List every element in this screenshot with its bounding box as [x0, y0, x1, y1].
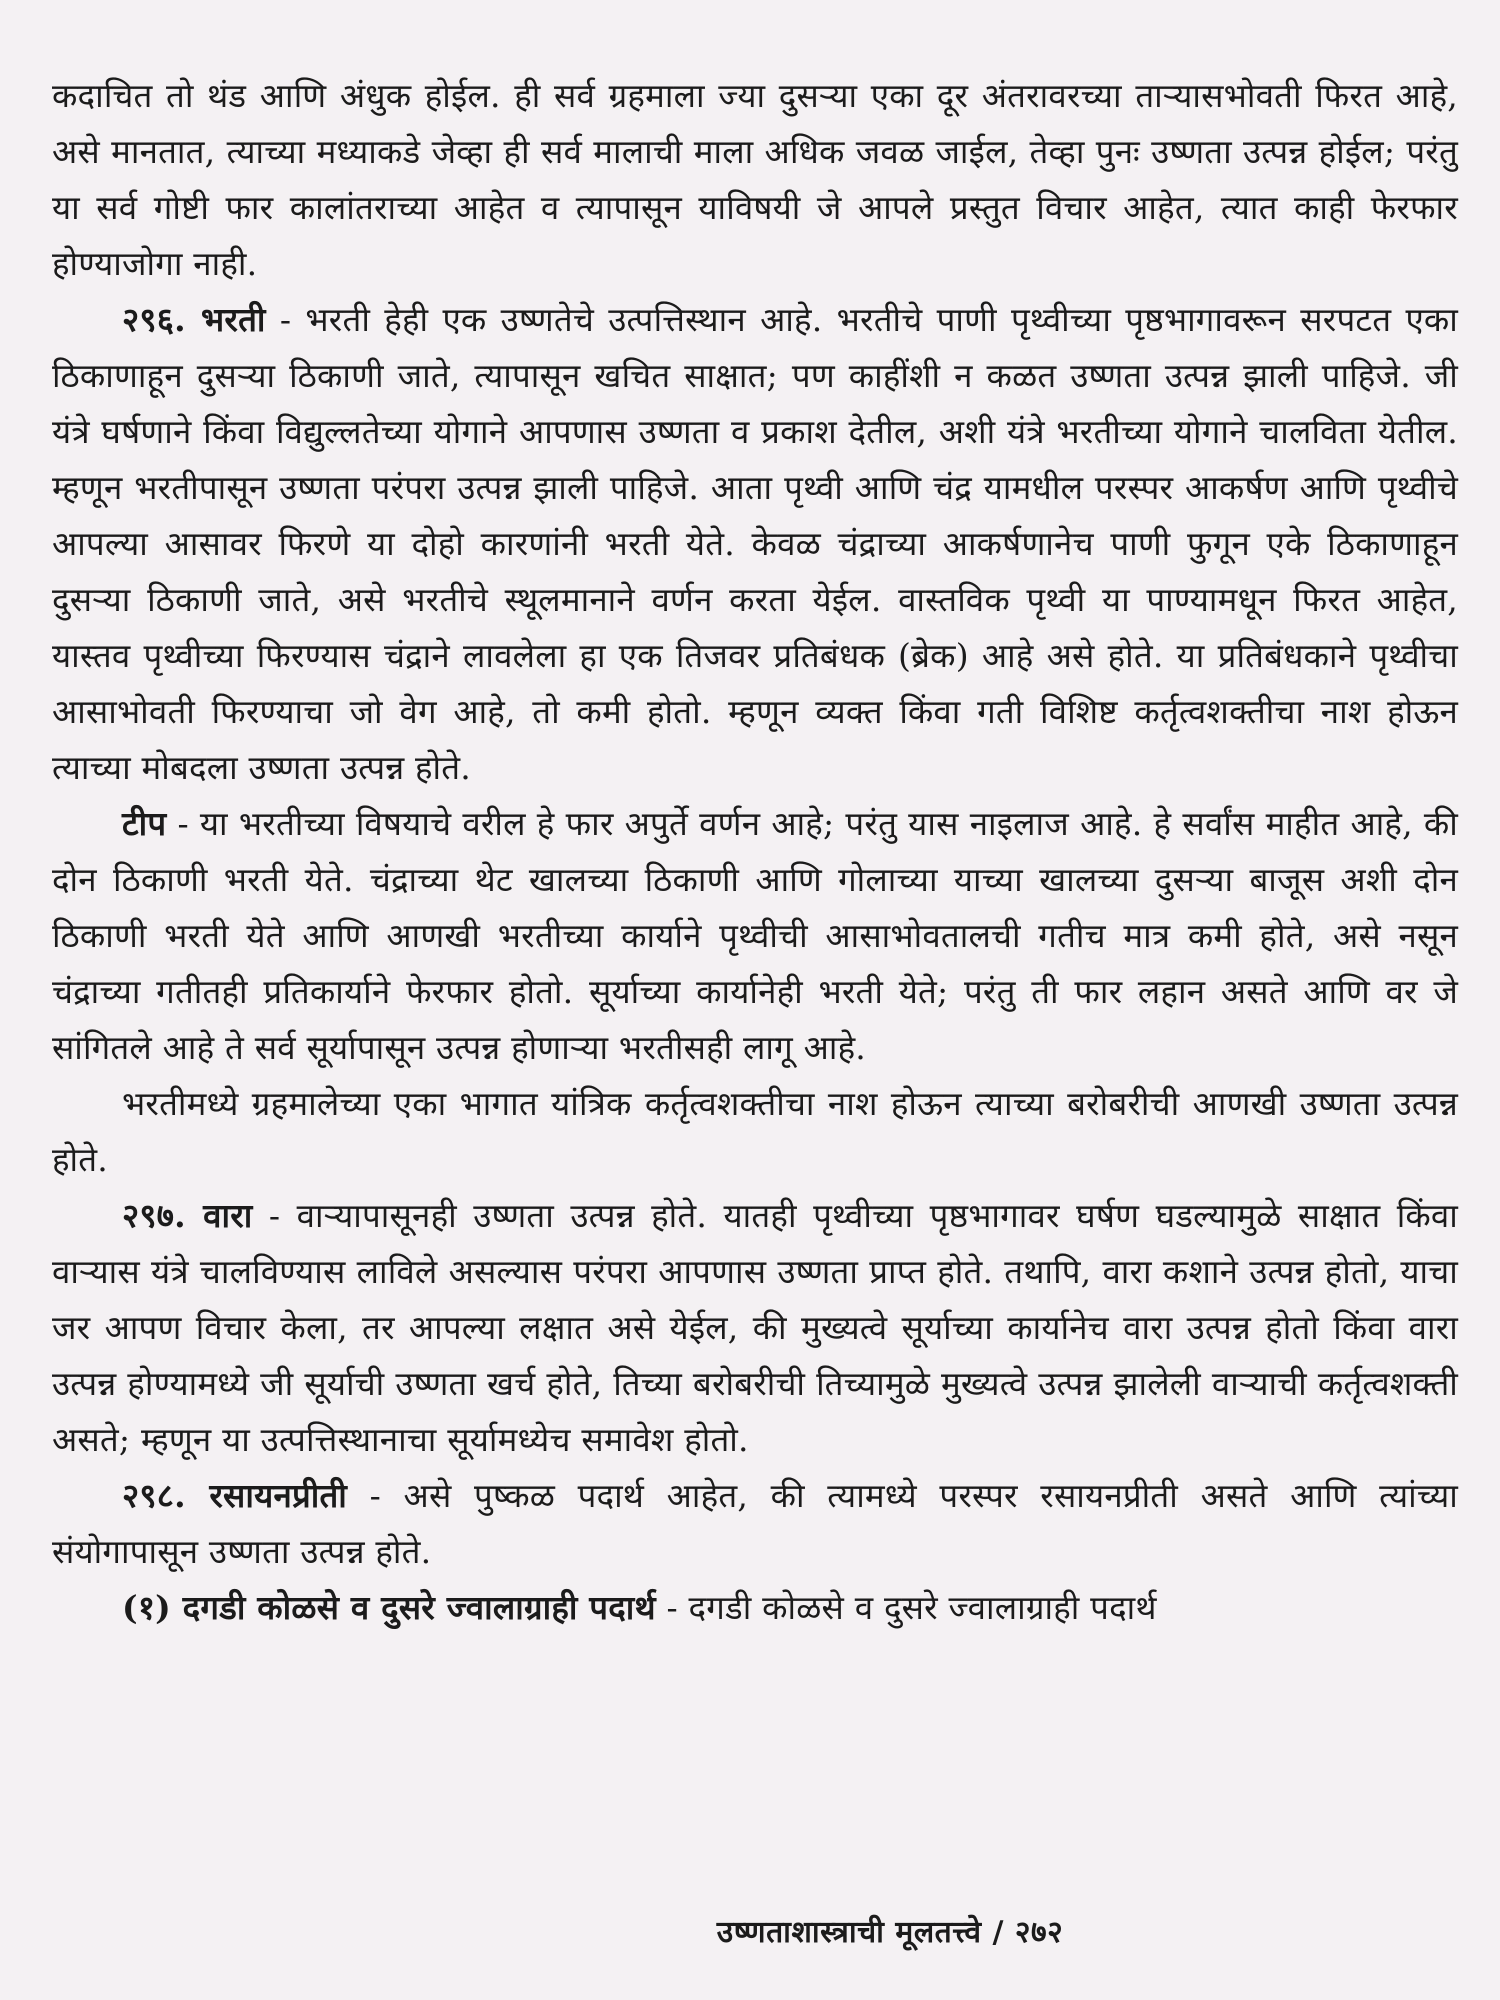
footer-page-number: २७२ [1014, 1915, 1064, 1950]
subsection-1-paragraph [52, 1580, 1458, 1636]
section-298-paragraph [52, 1468, 1458, 1580]
footer-book-title: उष्णताशास्त्राची मूलतत्त्वे [716, 1915, 982, 1950]
subsection-1-text: - दगडी कोळसे व दुसरे ज्वालाग्राही पदार्थ [655, 1588, 1157, 1627]
page-footer [0, 1910, 1500, 1951]
section-297-paragraph [52, 1188, 1458, 1468]
section-296-paragraph [52, 292, 1458, 796]
section-297-text: - वाऱ्यापासूनही उष्णता उत्पन्न होते. यातही पृथ्वीच्या पृष्ठभागावर घर्षण घडल्यामुळे साक्षात किंवा वाऱ्यास यंत्रे चालविण्यास लाविले असल्यास परंपरा आपणास उष्णता प्राप्त होते. तथापि, वारा कशाने उत्पन्न होतो, याचा जर आपण विचार केला, तर आपल्या लक्षात असे येईल, की मुख्यत्वे सूर्याच्या कार्यानेच वारा उत्पन्न होतो किंवा वारा उत्पन्न होण्यामध्ये जी सूर्याची उष्णता खर्च होते, तिच्या बरोबरीची तिच्यामुळे मुख्यत्वे उत्पन्न झालेली वाऱ्याची कर्तृत्वशक्ती असते; म्हणून या उत्पत्तिस्थानाचा सूर्यामध्येच समावेश होतो. [52, 1196, 1458, 1459]
body-text [52, 68, 1458, 1636]
footer-separator: / [981, 1915, 1015, 1950]
note-heading: टीप [122, 804, 167, 843]
section-296-heading: २९६. भरती [122, 300, 266, 339]
section-296-text: - भरती हेही एक उष्णतेचे उत्पत्तिस्थान आहे. भरतीचे पाणी पृथ्वीच्या पृष्ठभागावरून सरपटत एका ठिकाणाहून दुसऱ्या ठिकाणी जाते, त्यापासून खचित साक्षात; पण काहींशी न कळत उष्णता उत्पन्न झाली पाहिजे. जी यंत्रे घर्षणाने किंवा विद्युल्लतेच्या योगाने आपणास उष्णता व प्रकाश देतील, अशी यंत्रे भरतीच्या योगाने चालविता येतील. म्हणून भरतीपासून उष्णता परंपरा उत्पन्न झाली पाहिजे. आता पृथ्वी आणि चंद्र यामधील परस्पर आकर्षण आणि पृथ्वीचे आपल्या आसावर फिरणे या दोहो कारणांनी भरती येते. केवळ चंद्राच्या आकर्षणानेच पाणी फुगून एके ठिकाणाहून दुसऱ्या ठिकाणी जाते, असे भरतीचे स्थूलमानाने वर्णन करता येईल. वास्तविक पृथ्वी या पाण्यामधून फिरत आहेत, यास्तव पृथ्वीच्या फिरण्यास चंद्राने लावलेला हा एक तिजवर प्रतिबंधक (ब्रेक) आहे असे होते. या प्रतिबंधकाने पृथ्वीचा आसाभोवती फिरण्याचा जो वेग आहे, तो कमी होतो. म्हणून व्यक्त किंवा गती विशिष्ट कर्तृत्वशक्तीचा नाश होऊन त्याच्या मोबदला उष्णता उत्पन्न होते. [52, 300, 1458, 787]
note-text: - या भरतीच्या विषयाचे वरील हे फार अपुर्ते वर्णन आहे; परंतु यास नाइलाज आहे. हे सर्वांस माहीत आहे, की दोन ठिकाणी भरती येते. चंद्राच्या थेट खालच्या ठिकाणी आणि गोलाच्या याच्या खालच्या दुसऱ्या बाजूस अशी दोन ठिकाणी भरती येते आणि आणखी भरतीच्या कार्याने पृथ्वीची आसाभोवतालची गतीच मात्र कमी होते, असे नसून चंद्राच्या गतीतही प्रतिकार्याने फेरफार होतो. सूर्याच्या कार्यानेही भरती येते; परंतु ती फार लहान असते आणि वर जे सांगितले आहे ते सर्व सूर्यापासून उत्पन्न होणाऱ्या भरतीसही लागू आहे. [52, 804, 1458, 1067]
paragraph-continuation: कदाचित तो थंड आणि अंधुक होईल. ही सर्व ग्रहमाला ज्या दुसऱ्या एका दूर अंतरावरच्या ताऱ्यासभोवती फिरत आहे, असे मानतात, त्याच्या मध्याकडे जेव्हा ही सर्व मालाची माला अधिक जवळ जाईल, तेव्हा पुनः उष्णता उत्पन्न होईल; परंतु या सर्व गोष्टी फार कालांतराच्या आहेत व त्यापासून याविषयी जे आपले प्रस्तुत विचार आहेत, त्यात काही फेरफार होण्याजोगा नाही. [52, 76, 1458, 283]
section-297-heading: २९७. वारा [122, 1196, 253, 1235]
subsection-1-heading: (१) दगडी कोळसे व दुसरे ज्वालाग्राही पदार्थ [122, 1588, 656, 1627]
tide-summary-paragraph: भरतीमध्ये ग्रहमालेच्या एका भागात यांत्रिक कर्तृत्वशक्तीचा नाश होऊन त्याच्या बरोबरीची आणखी उष्णता उत्पन्न होते. [52, 1084, 1458, 1179]
note-paragraph [52, 796, 1458, 1076]
section-298-heading: २९८. रसायनप्रीती [122, 1476, 348, 1515]
section-298-text: - असे पुष्कळ पदार्थ आहेत, की त्यामध्ये परस्पर रसायनप्रीती असते आणि त्यांच्या संयोगापासून उष्णता उत्पन्न होते. [52, 1476, 1458, 1571]
